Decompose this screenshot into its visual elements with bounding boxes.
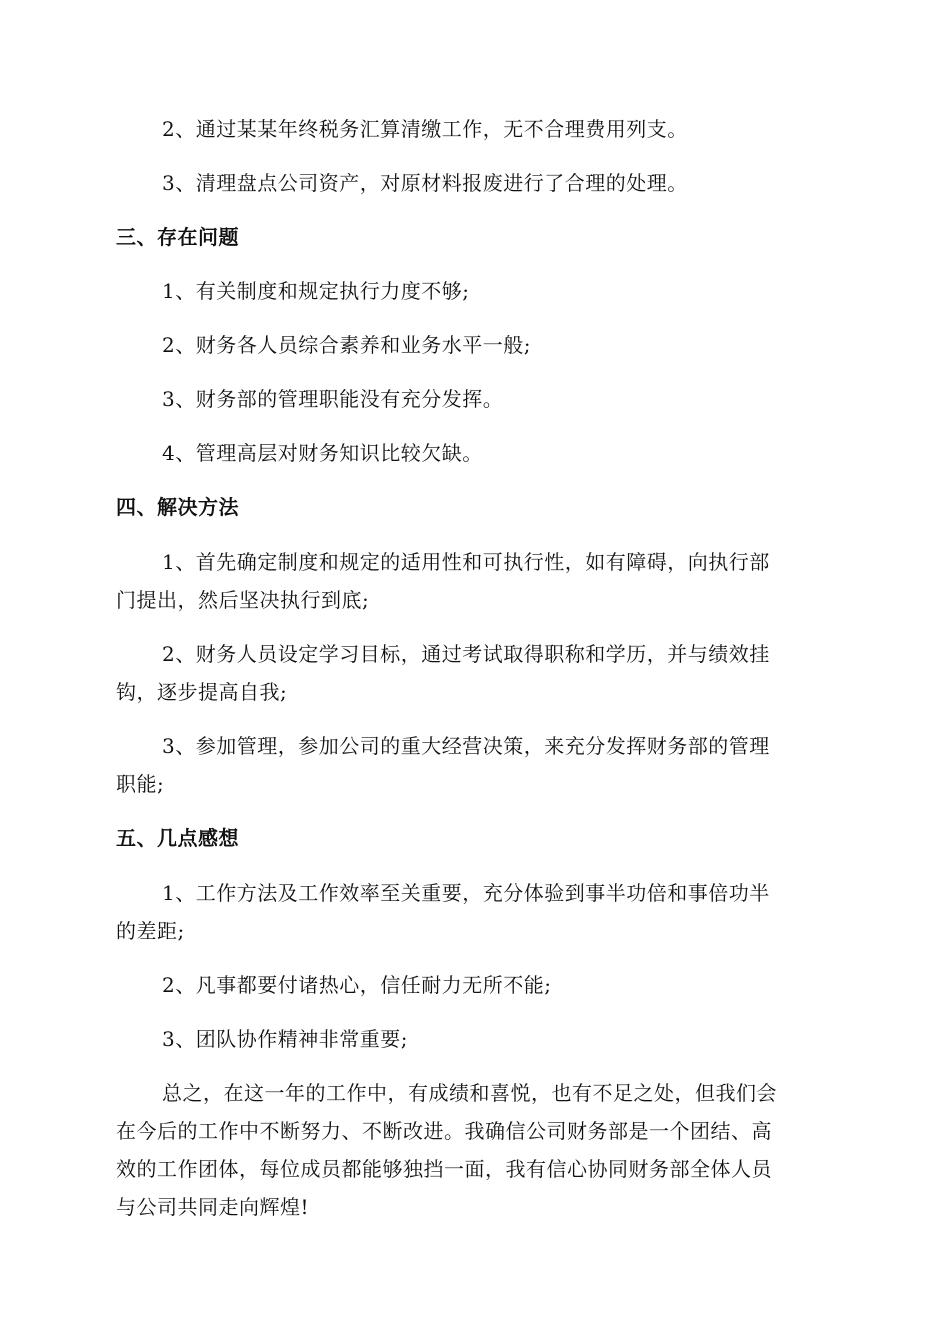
solution-item-2-line-1: 2、财务人员设定学习目标，通过考试取得职称和学历，并与绩效挂 [162, 642, 770, 666]
reflection-item-2: 2、凡事都要付诸热心，信任耐力无所不能; [162, 973, 552, 997]
solution-item-3-line-1: 3、参加管理，参加公司的重大经营决策，来充分发挥财务部的管理 [162, 734, 770, 758]
reflection-item-1-line-2: 的差距; [116, 919, 185, 943]
paragraph-item-3: 3、清理盘点公司资产，对原材料报废进行了合理的处理。 [162, 171, 688, 195]
paragraph-item-2: 2、通过某某年终税务汇算清缴工作，无不合理费用列支。 [162, 117, 688, 141]
solution-item-3-line-2: 职能; [116, 772, 165, 796]
reflection-item-3: 3、团队协作精神非常重要; [162, 1027, 408, 1051]
conclusion-line-4: 与公司共同走向辉煌! [116, 1195, 310, 1219]
solution-item-2-line-2: 钩，逐步提高自我; [116, 680, 288, 704]
problem-item-4: 4、管理高层对财务知识比较欠缺。 [162, 441, 483, 465]
conclusion-line-3: 效的工作团体，每位成员都能够独挡一面，我有信心协同财务部全体人员 [116, 1157, 772, 1181]
solution-item-1-line-2: 门提出，然后坚决执行到底; [116, 588, 370, 612]
section-heading-problems: 三、存在问题 [116, 225, 239, 249]
conclusion-line-1: 总之，在这一年的工作中，有成绩和喜悦，也有不足之处，但我们会 [162, 1081, 777, 1105]
section-heading-solutions: 四、解决方法 [116, 495, 239, 519]
section-heading-reflections: 五、几点感想 [116, 826, 239, 850]
problem-item-3: 3、财务部的管理职能没有充分发挥。 [162, 387, 504, 411]
conclusion-line-2: 在今后的工作中不断努力、不断改进。我确信公司财务部是一个团结、高 [116, 1119, 772, 1143]
reflection-item-1-line-1: 1、工作方法及工作效率至关重要，充分体验到事半功倍和事倍功半 [162, 881, 770, 905]
solution-item-1-line-1: 1、首先确定制度和规定的适用性和可执行性，如有障碍，向执行部 [162, 550, 770, 574]
problem-item-1: 1、有关制度和规定执行力度不够; [162, 279, 470, 303]
problem-item-2: 2、财务各人员综合素养和业务水平一般; [162, 333, 531, 357]
